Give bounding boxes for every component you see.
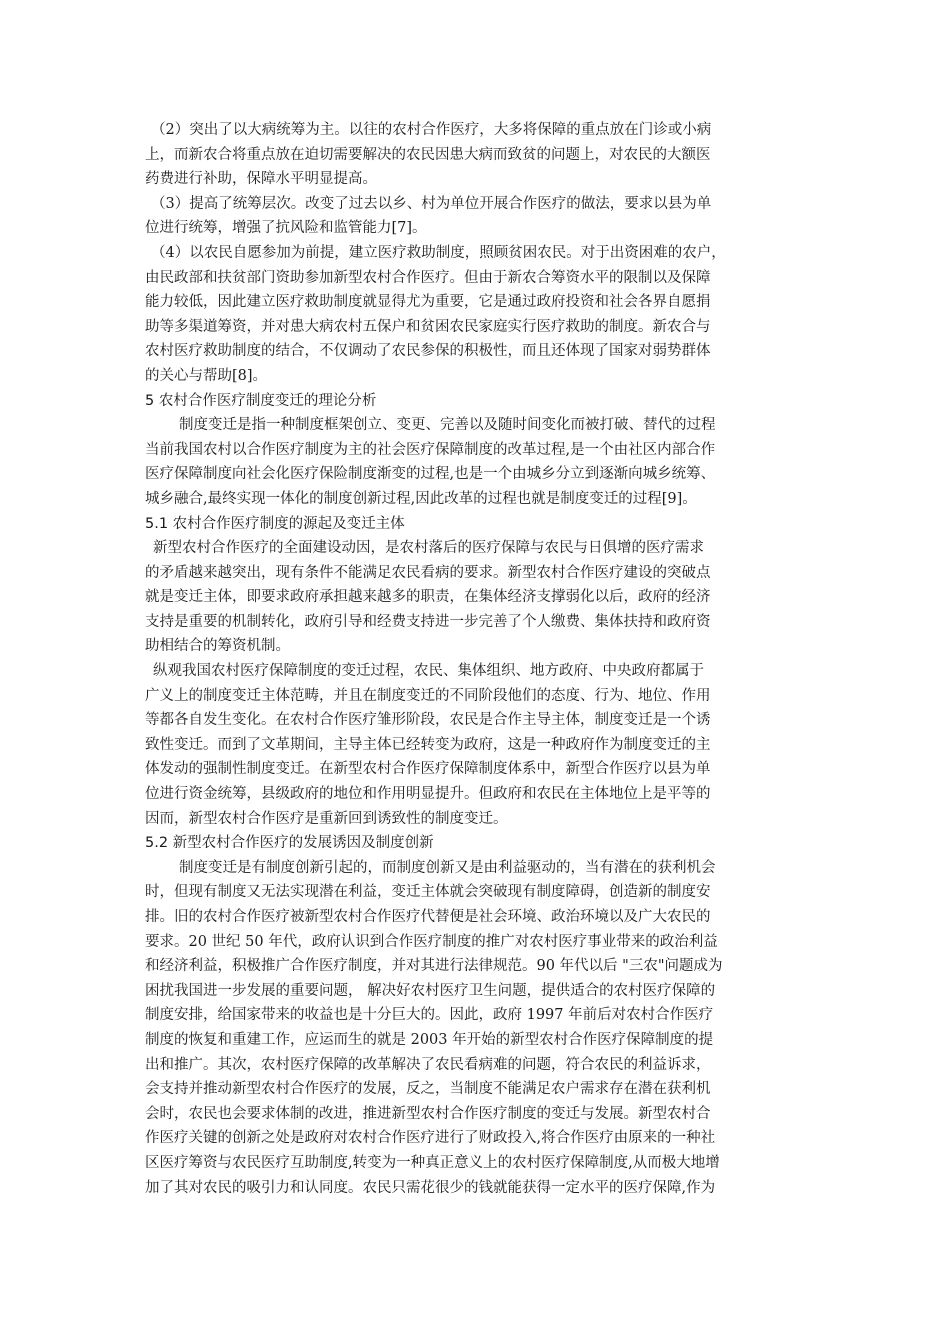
- text-line: （4）以农民自愿参加为前提，建立医疗救助制度，照顾贫困农民。对于出资困难的农户，: [151, 244, 726, 261]
- paragraph: [145, 536, 805, 561]
- text-line: 会时，农民也会要求体制的改进，推进新型农村合作医疗制度的变迁与发展。新型农村合: [145, 1105, 711, 1122]
- text-line: 的关心与帮助[8]。: [145, 367, 268, 384]
- text-line: 制度变迁是有制度创新引起的，而制度创新又是由利益驱动的，当有潜在的获利机会: [179, 859, 716, 876]
- text-line: 时，但现有制度又无法实现潜在利益，变迁主体就会突破现有制度障碍，创造新的制度安: [145, 884, 711, 901]
- heading-text: 5.2 新型农村合作医疗的发展诱因及制度创新: [145, 835, 434, 852]
- section-heading: [145, 512, 805, 537]
- text-line: 助等多渠道筹资，并对患大病农村五保户和贫困农民家庭实行医疗救助的制度。新农合与: [145, 318, 711, 335]
- paragraph: [145, 561, 805, 659]
- paragraph: [145, 241, 805, 389]
- text-line: 助相结合的筹资机制。: [145, 638, 290, 655]
- text-line: 位进行统筹，增强了抗风险和监管能力[7]。: [145, 220, 427, 237]
- text-line: 制度的恢复和重建工作，应运而生的就是 2003 年开始的新型农村合作医疗保障制度的提: [145, 1031, 714, 1048]
- text-line: 体发动的强制性制度变迁。在新型农村合作医疗保障制度体系中，新型合作医疗以县为单: [145, 761, 711, 778]
- paragraph: [145, 856, 805, 881]
- text-line: 当前我国农村以合作医疗制度为主的社会医疗保障制度的改革过程,是一个由社区内部合作: [145, 441, 716, 458]
- paragraph: [145, 118, 805, 192]
- paragraph: [145, 413, 805, 438]
- text-line: 由民政部和扶贫部门资助参加新型农村合作医疗。但由于新农合筹资水平的限制以及保障: [145, 269, 711, 286]
- section-heading: [145, 389, 805, 414]
- text-line: 因而，新型农村合作医疗是重新回到诱致性的制度变迁。: [145, 810, 508, 827]
- text-line: （3）提高了统筹层次。改变了过去以乡、村为单位开展合作医疗的做法，要求以县为单: [151, 195, 712, 212]
- paragraph: [145, 659, 805, 684]
- text-line: 的矛盾越来越突出，现有条件不能满足农民看病的要求。新型农村合作医疗建设的突破点: [145, 564, 711, 581]
- text-line: 新型农村合作医疗的全面建设动因，是农村落后的医疗保障与农民与日俱增的医疗需求: [153, 540, 704, 557]
- heading-text: 5 农村合作医疗制度变迁的理论分析: [145, 392, 377, 409]
- paragraph: [145, 880, 805, 1200]
- text-line: 支持是重要的机制转化，政府引导和经费支持进一步完善了个人缴费、集体扶持和政府资: [145, 613, 711, 630]
- text-line: 和经济利益，积极推广合作医疗制度，并对其进行法律规范。90 年代以后 "三农"问题成为: [145, 958, 723, 975]
- paragraph: [145, 438, 805, 512]
- text-line: 出和推广。其次，农村医疗保障的改革解决了农民看病难的问题，符合农民的利益诉求，: [145, 1056, 711, 1073]
- text-line: 农村医疗救助制度的结合，不仅调动了农民参保的积极性，而且还体现了国家对弱势群体: [145, 343, 711, 360]
- text-line: 药费进行补助，保障水平明显提高。: [145, 171, 377, 188]
- text-line: 致性变迁。而到了文革期间，主导主体已经转变为政府，这是一种政府作为制度变迁的主: [145, 736, 711, 753]
- paragraph: [145, 684, 805, 832]
- section-heading: [145, 831, 805, 856]
- text-line: 就是变迁主体，即要求政府承担越来越多的职责，在集体经济支撑弱化以后，政府的经济: [145, 589, 711, 606]
- text-line: 位进行资金统筹，县级政府的地位和作用明显提升。但政府和农民在主体地位上是平等的: [145, 786, 711, 803]
- text-line: 城乡融合,最终实现一体化的制度创新过程,因此改革的过程也就是制度变迁的过程[9]。: [145, 490, 697, 507]
- text-line: 纵观我国农村医疗保障制度的变迁过程，农民、集体组织、地方政府、中央政府都属于: [153, 663, 704, 680]
- text-line: 会支持并推动新型农村合作医疗的发展，反之，当制度不能满足农户需求存在潜在获利机: [145, 1081, 711, 1098]
- text-line: 作医疗关键的创新之处是政府对农村合作医疗进行了财政投入,将合作医疗由原来的一种社: [145, 1130, 716, 1147]
- paragraph: [145, 192, 805, 241]
- heading-text: 5.1 农村合作医疗制度的源起及变迁主体: [145, 515, 405, 532]
- document-body: [145, 118, 805, 1200]
- text-line: 排。旧的农村合作医疗被新型农村合作医疗代替便是社会环境、政治环境以及广大农民的: [145, 909, 711, 925]
- text-line: （2）突出了以大病统筹为主。以往的农村合作医疗，大多将保障的重点放在门诊或小病: [151, 122, 712, 138]
- text-line: 医疗保障制度向社会化医疗保险制度渐变的过程,也是一个由城乡分立到逐渐向城乡统筹、: [145, 466, 716, 483]
- text-line: 困扰我国进一步发展的重要问题， 解决好农村医疗卫生问题，提供适合的农村医疗保障的: [145, 982, 716, 999]
- text-line: 区医疗筹资与农民医疗互助制度,转变为一种真正意义上的农村医疗保障制度,从而极大地增: [145, 1154, 720, 1171]
- text-line: 等都各自发生变化。在农村合作医疗雏形阶段，农民是合作主导主体，制度变迁是一个诱: [145, 712, 711, 729]
- text-line: 要求。20 世纪 50 年代，政府认识到合作医疗制度的推广对农村医疗事业带来的政治利益: [145, 933, 718, 950]
- text-line: 制度变迁是指一种制度框架创立、变更、完善以及随时间变化而被打破、替代的过程: [179, 417, 716, 434]
- text-line: 能力较低，因此建立医疗救助制度就显得尤为重要，它是通过政府投资和社会各界自愿捐: [145, 294, 711, 311]
- text-line: 加了其对农民的吸引力和认同度。农民只需花很少的钱就能获得一定水平的医疗保障,作为: [145, 1179, 716, 1196]
- text-line: 制度安排，给国家带来的收益也是十分巨大的。因此，政府 1997 年前后对农村合作医疗: [145, 1007, 714, 1024]
- text-line: 广义上的制度变迁主体范畴，并且在制度变迁的不同阶段他们的态度、行为、地位、作用: [145, 687, 711, 704]
- text-line: 上，而新农合将重点放在迫切需要解决的农民因患大病而致贫的问题上，对农民的大额医: [145, 146, 711, 163]
